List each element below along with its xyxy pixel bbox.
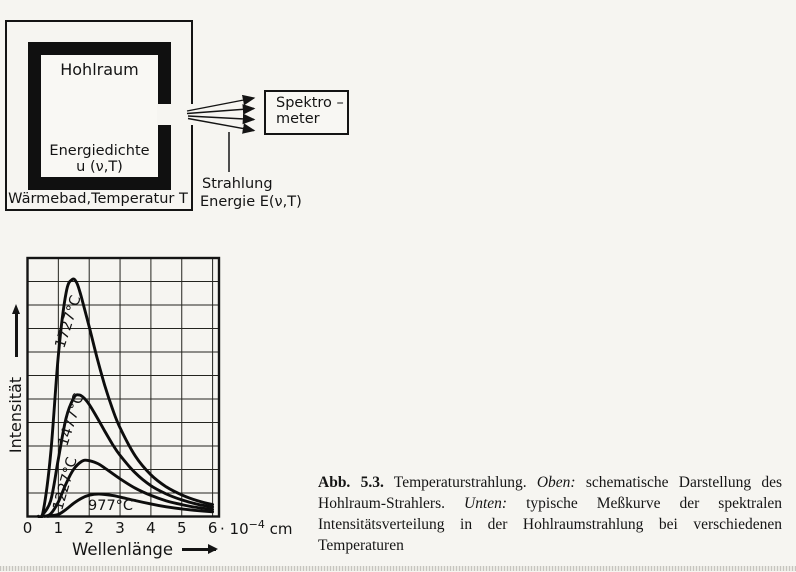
caption-figure-number: Abb. 5.3.: [318, 473, 384, 491]
cavity-label: Hohlraum: [60, 60, 139, 79]
intensity-chart: [0, 250, 300, 540]
x-tick-label: 0: [22, 519, 33, 537]
x-tick-label: 5: [176, 519, 187, 537]
spectrometer-box: [264, 90, 349, 135]
x-unit-prefix: · 10: [220, 520, 249, 538]
caption-oben: Oben:: [536, 473, 576, 491]
energy-density-formula: u (ν,T): [76, 159, 123, 176]
caption-unten: Unten:: [464, 494, 508, 512]
caption-text-1: Temperaturstrahlung.: [383, 473, 537, 491]
x-tick-label: 6: [207, 519, 218, 537]
x-axis-title: Wellenlänge: [72, 540, 174, 559]
x-axis-label: [72, 540, 216, 559]
curve-label-1477c: 1477°C: [55, 391, 88, 449]
radiation-label-line1: Strahlung: [202, 176, 273, 192]
y-axis-label: Intensität: [6, 376, 25, 454]
figure-caption: [318, 472, 782, 557]
radiation-label-line2: Energie E(ν,T): [200, 194, 302, 210]
x-tick-label: 4: [146, 519, 156, 537]
caption-text-2: schematische Darstellung des Hohlraum-Strahlers.: [318, 473, 783, 512]
x-unit-suffix: cm: [264, 520, 293, 538]
curve-label-1227c: 1227°C: [50, 455, 81, 513]
y-axis-arrow-icon: [11, 304, 22, 358]
curve-label-1727c: 1727°C: [52, 293, 85, 351]
curve-label-977c: 977°C: [88, 498, 134, 514]
x-axis-unit: [220, 518, 292, 538]
x-axis-arrow-icon: [182, 548, 216, 551]
spectrometer-label-line1: Spektro –: [276, 95, 344, 111]
energy-density-label: [40, 143, 159, 175]
energy-density-line1: Energiedichte: [49, 143, 150, 159]
y-axis-arrow-shaft: [15, 312, 17, 357]
x-unit-exponent: −4: [248, 518, 265, 531]
scan-artifact-band: [0, 566, 796, 571]
x-tick-label: 1: [53, 519, 64, 537]
caption-text-3: typische Meßkurve der spektralen Intensitätsverteilung in der Hohlraumstrahlung bei verschiedenen Temperaturen: [318, 494, 783, 555]
x-tick-label: 2: [84, 519, 94, 537]
heat-bath-label: Wärmebad,Temperatur T: [8, 191, 188, 207]
x-tick-label: 3: [115, 519, 125, 537]
radiation-beam-arrows-icon: [180, 85, 270, 145]
spectrometer-label-line2: meter: [276, 111, 320, 127]
